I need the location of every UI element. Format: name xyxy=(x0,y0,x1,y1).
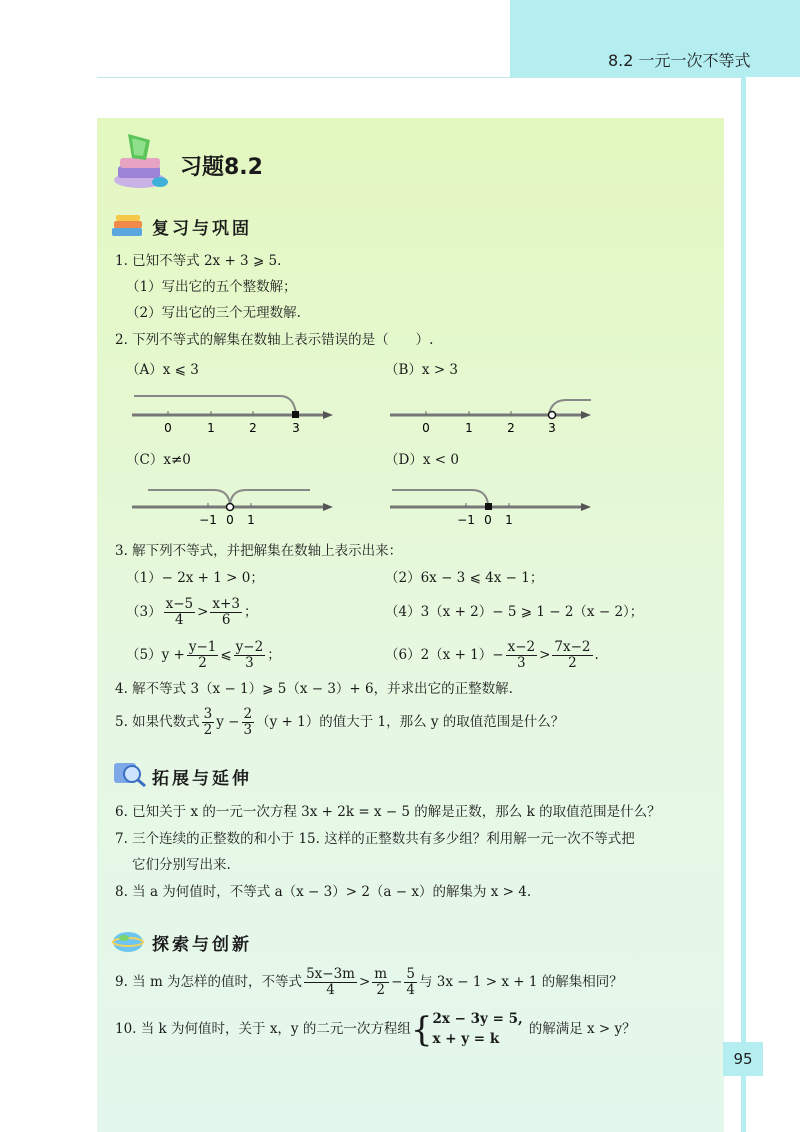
q2-stem: 2. 下列不等式的解集在数轴上表示错误的是（ ）. xyxy=(115,332,434,348)
fraction: $\frac{x-2}{3}$ xyxy=(507,639,536,671)
q3-part-2: （2）6x − 3 ⩽ 4x − 1； xyxy=(385,570,544,586)
books-stack-icon xyxy=(110,212,148,240)
fraction: $\frac{x-5}{4}$ xyxy=(165,596,194,628)
section-review-title: 复习与巩固 xyxy=(152,219,252,239)
tick-label: 3 xyxy=(548,421,556,435)
fraction: $\frac{2}{3}$ xyxy=(243,706,253,738)
header-rule xyxy=(97,77,745,78)
fraction: $\frac{y-2}{3}$ xyxy=(235,639,264,671)
tick-label: 2 xyxy=(249,421,257,435)
q7-line-1: 7. 三个连续的正整数的和小于 15. 这样的正整数共有多少组？利用解一元一次不等式把 xyxy=(115,831,635,847)
magnifier-icon xyxy=(110,760,148,788)
tick-label: −1 xyxy=(457,513,475,527)
fraction: $\frac{5}{4}$ xyxy=(406,966,415,998)
page-number: 95 xyxy=(723,1042,763,1076)
q3-part-1: （1）− 2x + 1 > 0； xyxy=(126,570,264,586)
q3-part-5: （5）y + $\frac{y-1}{2}$ ⩽ $\frac{y-2}{3}$ ； xyxy=(126,639,281,671)
q2-option-b: （B）x > 3 xyxy=(385,362,459,378)
fraction: $\frac{y-1}{2}$ xyxy=(188,639,217,671)
exercise-title: 习题8.2 xyxy=(180,155,263,180)
tick-label: −1 xyxy=(199,513,217,527)
q6: 6. 已知关于 x 的一元一次方程 3x + 2k = x − 5 的解是正数，那么 k 的取值范围是什么？ xyxy=(115,804,661,820)
number-line-a xyxy=(128,392,338,437)
q3-part-6: （6）2（x + 1）− $\frac{x-2}{3}$ > $\frac{7x-2}{2}$ . xyxy=(385,639,599,671)
q2-option-c: （C）x≠0 xyxy=(126,452,191,468)
q8: 8. 当 a 为何值时，不等式 a（x − 3）> 2（a − x）的解集为 x > 4. xyxy=(115,884,532,900)
q1-stem: 1. 已知不等式 2x + 3 ⩾ 5. xyxy=(115,253,282,269)
q3-part-4: （4）3（x + 2）− 5 ⩾ 1 − 2（x − 2）； xyxy=(385,604,644,620)
equation-system: 2x − 3y = 5, x + y = k xyxy=(432,1011,523,1047)
number-line-b xyxy=(386,392,596,437)
tick-label: 1 xyxy=(247,513,255,527)
tick-label: 0 xyxy=(422,421,430,435)
q1-part-1: （1）写出它的五个整数解； xyxy=(126,279,297,295)
globe-icon xyxy=(110,926,148,954)
fraction: $\frac{3}{2}$ xyxy=(203,706,213,738)
tick-label: 0 xyxy=(484,513,492,527)
tick-label: 0 xyxy=(226,513,234,527)
tick-label: 3 xyxy=(292,421,300,435)
section-header: 8.2 一元一次不等式 xyxy=(608,51,751,70)
fraction: $\frac{x+3}{6}$ xyxy=(212,596,240,628)
brace: { xyxy=(410,1009,433,1050)
tick-label: 0 xyxy=(164,421,172,435)
tick-label: 1 xyxy=(207,421,215,435)
fraction: $\frac{m}{2}$ xyxy=(374,966,388,998)
section-explore-title: 探索与创新 xyxy=(152,935,252,955)
q4: 4. 解不等式 3（x − 1）⩾ 5（x − 3）+ 6，并求出它的正整数解. xyxy=(115,681,513,697)
q3-part-3: （3） $\frac{x-5}{4}$ > $\frac{x+3}{6}$ ； xyxy=(126,596,258,628)
q9: 9. 当 m 为怎样的值时，不等式 $\frac{5x-3m}{4}$ > $\frac{m}{2}$ − $\frac{5}{4}$ 与 3x − 1 > x + 1 的解集相同？ xyxy=(115,966,623,998)
tick-label: 2 xyxy=(507,421,515,435)
side-stripe xyxy=(741,77,746,1132)
q7-line-2: 它们分别写出来. xyxy=(132,857,231,873)
section-extend-title: 拓展与延伸 xyxy=(152,769,252,789)
q2-option-a: （A）x ⩽ 3 xyxy=(126,362,199,378)
q3-stem: 3. 解下列不等式，并把解集在数轴上表示出来： xyxy=(115,543,403,559)
q5: 5. 如果代数式 $\frac{3}{2}$ y − $\frac{2}{3}$ （y + 1）的值大于 1，那么 y 的取值范围是什么？ xyxy=(115,706,565,738)
number-line-d xyxy=(386,484,596,529)
q10: 10. 当 k 为何值时，关于 x，y 的二元一次方程组{ 2x − 3y = 5, x + y = k 的解满足 x > y？ xyxy=(115,1009,636,1050)
q1-part-2: （2）写出它的三个无理数解. xyxy=(126,305,301,321)
q2-option-d: （D）x < 0 xyxy=(385,452,459,468)
number-line-c xyxy=(128,484,338,529)
fraction: $\frac{5x-3m}{4}$ xyxy=(306,966,355,998)
books-icon xyxy=(110,130,174,192)
fraction: $\frac{7x-2}{2}$ xyxy=(554,639,591,671)
tick-label: 1 xyxy=(465,421,473,435)
tick-label: 1 xyxy=(505,513,513,527)
